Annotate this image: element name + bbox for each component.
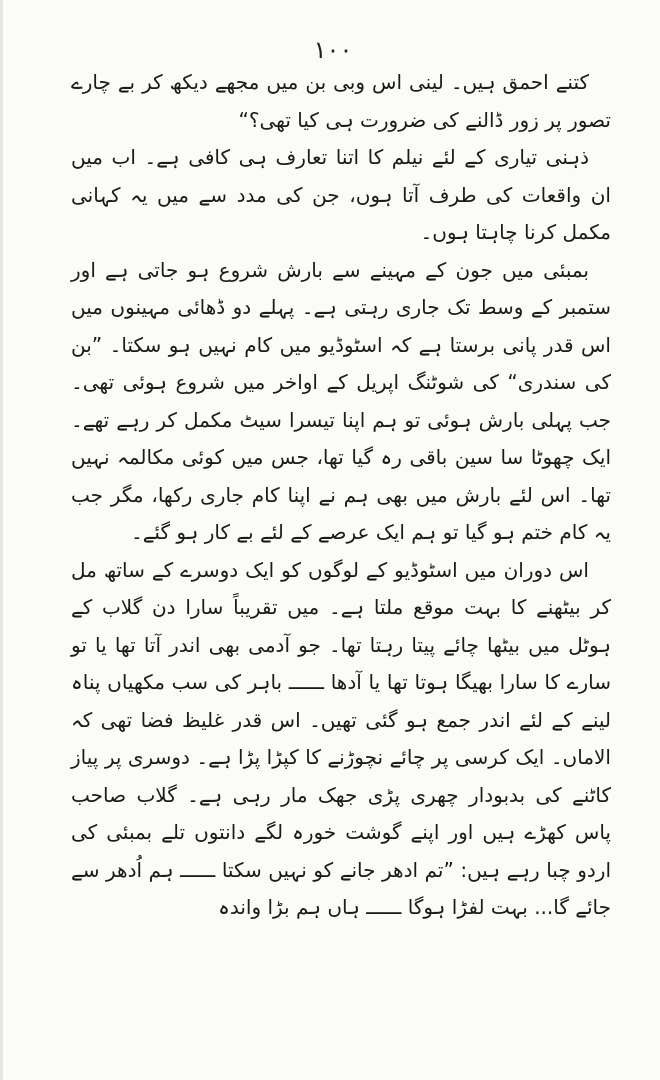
page-number: ۱۰۰: [313, 36, 353, 64]
paragraph-3: بمبئی میں جون کے مہینے سے بارش شروع ہو جاتی ہے اور ستمبر کے وسط تک جاری رہتی ہے۔ پہلے دو ڈھائی مہینوں میں اس قدر پانی برستا ہے کہ اسٹوڈیو میں کام نہیں ہو سکتا۔ ”بن کی سندری“ کی شوٹنگ اپریل کے اواخر میں شروع ہوئی تھی۔ جب پہلی بارش ہوئی تو ہم اپنا تیسرا سیٹ مکمل کر رہے تھے۔ ایک چھوٹا سا سین باقی رہ گیا تھا، جس میں کوئی مکالمہ نہیں تھا۔ اس لئے بارش میں بھی ہم نے اپنا کام جاری رکھا، مگر جب یہ کام ختم ہو گیا تو ہم ایک عرصے کے لئے بے کار ہو گئے۔: [71, 257, 611, 544]
paragraph-4: اس دوران میں اسٹوڈیو کے لوگوں کو ایک دوسرے کے ساتھ مل کر بیٹھنے کا بہت موقع ملتا ہے۔ میں تقریباً سارا دن گلاب کے ہوٹل میں بیٹھا چائے پیتا رہتا تھا۔ جو آدمی بھی اندر آتا تھا یا تو سارے کا سارا بھیگا ہوتا تھا یا آدھا ــــــ باہر کی سب مکھیاں پناہ لینے کے لئے اندر جمع ہو گئی تھیں۔ اس قدر غلیظ فضا تھی کہ الاماں۔ ایک کرسی پر چائے نچوڑنے کا کپڑا پڑا ہے۔ دوسری پر پیاز کاٹنے کی بدبودار چھری پڑی جھک مار رہی ہے۔ گلاب صاحب پاس کھڑے ہیں اور اپنے گوشت خورہ لگے دانتوں تلے بمبئی کی اردو چبا رہے ہیں: ”تم ادھر جانے کو نہیں سکتا ــــــ ہم اُدھر سے جائے گا... بہت لفڑا ہوگا ــــــ ہاں ہم بڑا واندہ: [71, 557, 611, 919]
paragraph-2: ذہنی تیاری کے لئے نیلم کا اتنا تعارف ہی کافی ہے۔ اب میں ان واقعات کی طرف آتا ہوں، جن کی مدد سے میں یہ کہانی مکمل کرنا چاہتا ہوں۔: [71, 145, 611, 244]
paragraph-1: کتنے احمق ہیں۔ لینی اس وبی بن میں مجھے دیکھ کر بے چارے تصور پر زور ڈالنے کی ضرورت ہی کیا تھی؟“: [71, 70, 611, 132]
body-text: [71, 64, 611, 927]
